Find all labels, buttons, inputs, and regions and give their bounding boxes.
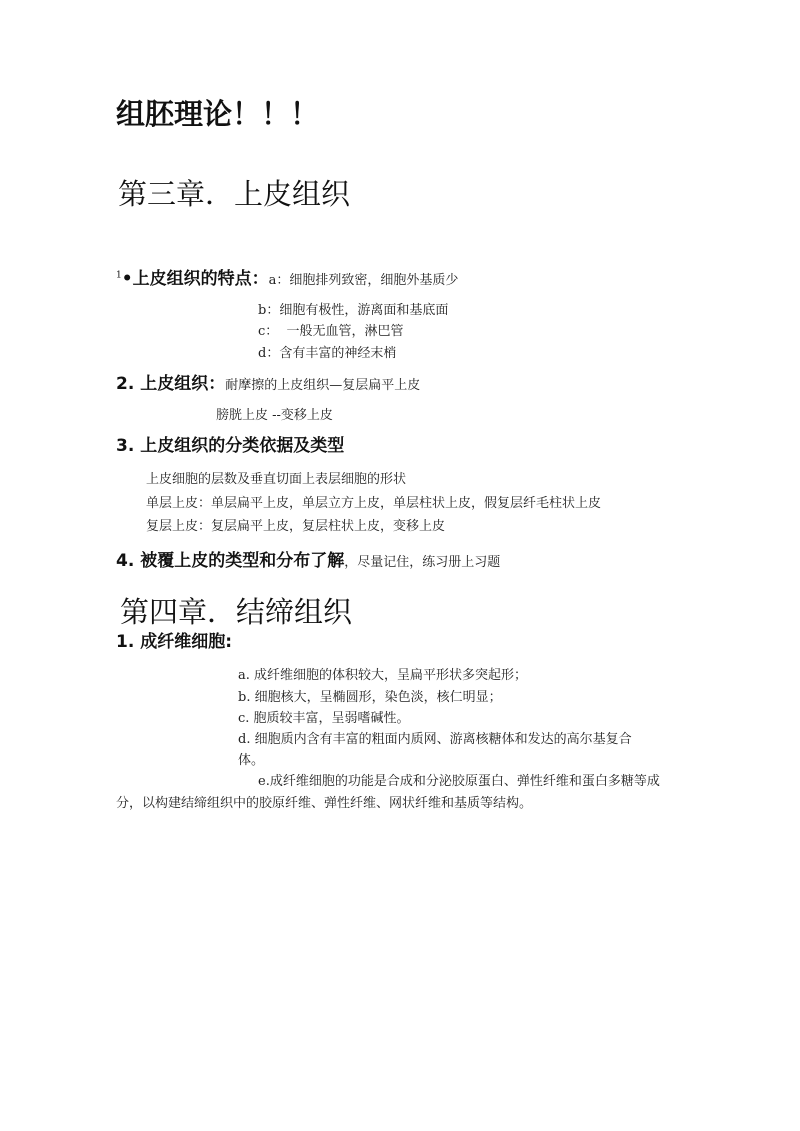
page-title: 组胚理论！！！ <box>116 97 320 131</box>
ch3-section-3-line: 复层上皮：复层扁平上皮，复层柱状上皮，变移上皮 <box>146 519 446 534</box>
chapter-3-heading: 第三章．上皮组织 <box>118 177 351 211</box>
feature-b: b：细胞有极性，游离面和基底面 <box>258 303 449 318</box>
feature-c: c： 一般无血管，淋巴管 <box>258 324 404 339</box>
ch3-section-3-line: 上皮细胞的层数及垂直切面上表层细胞的形状 <box>146 472 407 487</box>
fibroblast-item: c. 胞质较丰富，呈弱嗜碱性。 <box>238 711 410 726</box>
ch3-section-1 <box>116 264 458 289</box>
section-number: 1 <box>116 270 122 281</box>
fibroblast-item: d. 细胞质内含有丰富的粗面内质网、游离核糖体和发达的高尔基复合 <box>238 732 632 747</box>
ch3-section-4 <box>116 546 500 571</box>
fibroblast-function-cont: 分，以构建结缔组织中的胶原纤维、弹性纤维、网状纤维和基质等结构。 <box>116 796 533 811</box>
ch3-section-2-line: 膀胱上皮 --变移上皮 <box>216 408 333 423</box>
section-text: 耐摩擦的上皮组织—复层扁平上皮 <box>225 378 421 393</box>
fibroblast-item: 体。 <box>238 753 265 768</box>
feature-d: d：含有丰富的神经末梢 <box>258 346 397 361</box>
fibroblast-function: e.成纤维细胞的功能是合成和分泌胶原蛋白、弹性纤维和蛋白多糖等成 <box>258 774 660 789</box>
section-label: 2. 上皮组织： <box>116 374 226 394</box>
feature-a: a：细胞排列致密，细胞外基质少 <box>268 273 459 288</box>
section-label: 4. 被覆上皮的类型和分布了解 <box>116 551 345 571</box>
fibroblast-item: a. 成纤维细胞的体积较大，呈扁平形状多突起形； <box>238 668 528 683</box>
ch3-section-2 <box>116 369 420 394</box>
ch3-section-3-line: 单层上皮：单层扁平上皮，单层立方上皮，单层柱状上皮，假复层纤毛柱状上皮 <box>146 496 602 511</box>
section-label: •上皮组织的特点： <box>121 269 269 289</box>
chapter-4-heading: 第四章．结缔组织 <box>120 595 353 629</box>
section-note: ，尽量记住，练习册上习题 <box>344 555 501 570</box>
fibroblast-item: b. 细胞核大，呈椭圆形，染色淡，核仁明显； <box>238 690 502 705</box>
ch3-section-3: 3. 上皮组织的分类依据及类型 <box>116 436 345 456</box>
ch4-section-1: 1. 成纤维细胞: <box>116 632 233 652</box>
